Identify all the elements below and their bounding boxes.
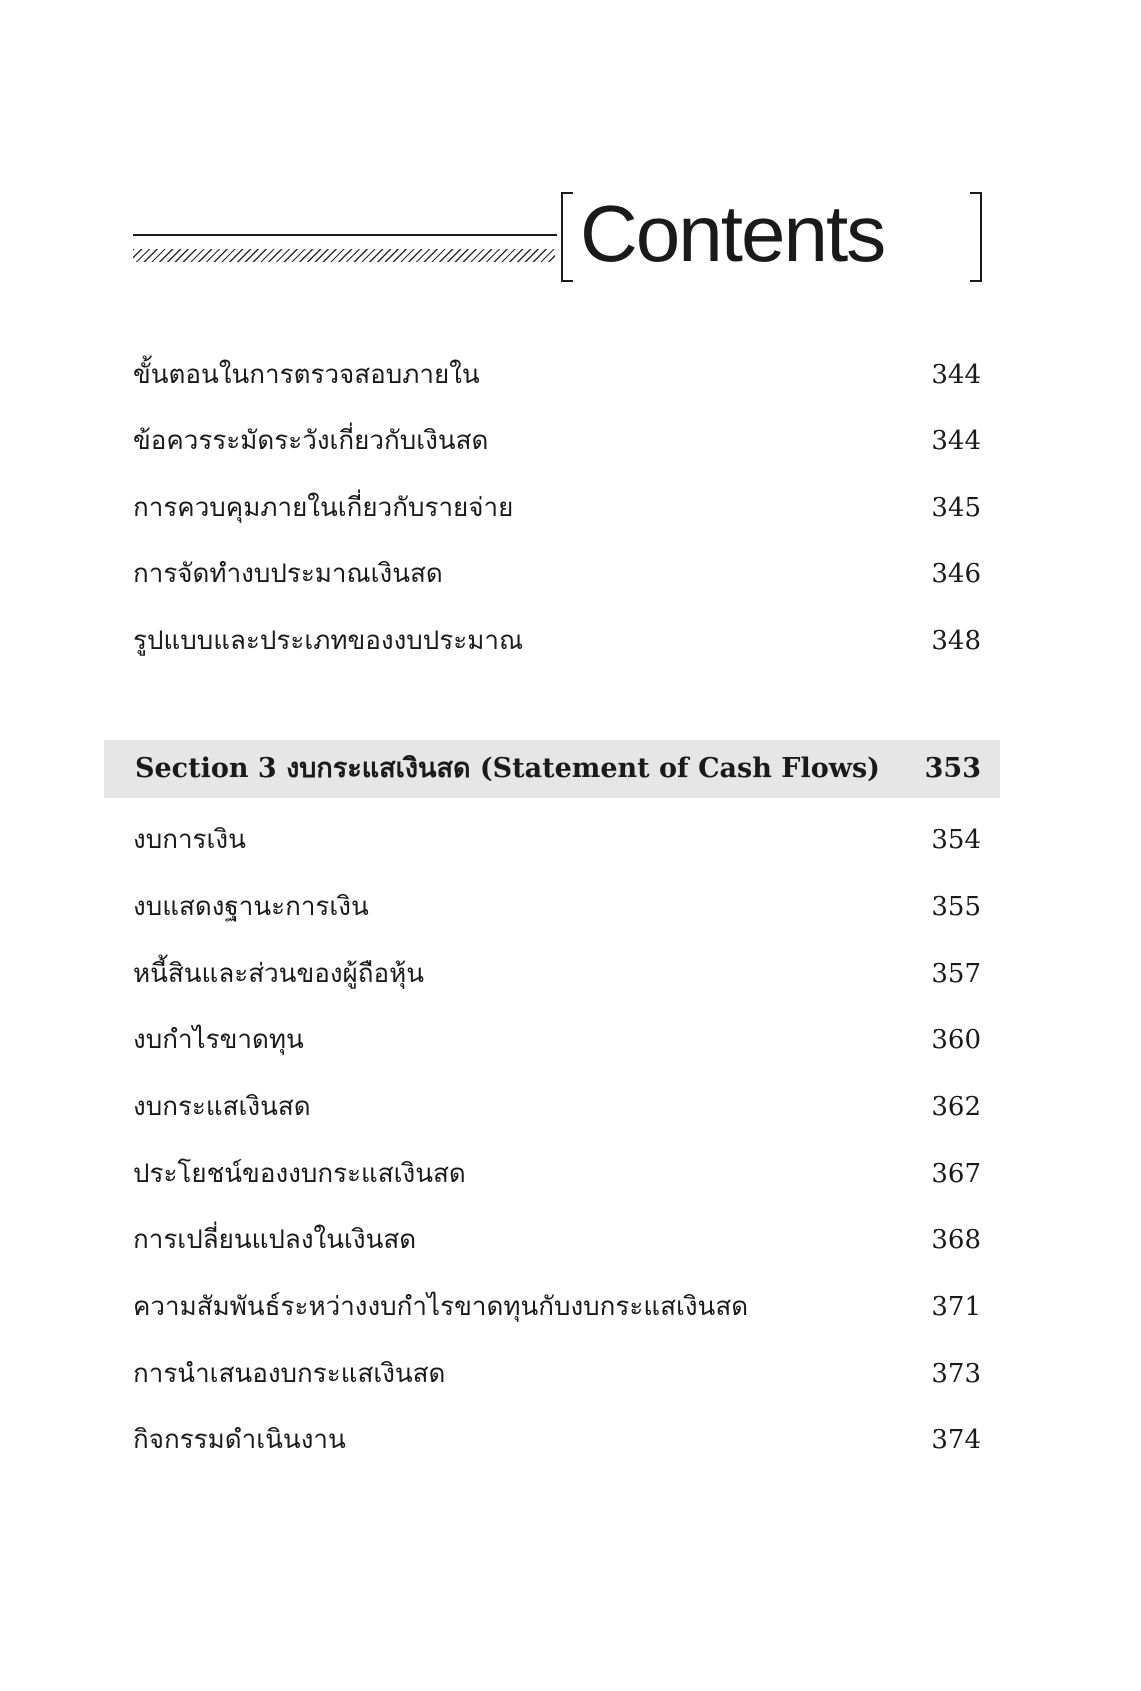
toc-entry[interactable] xyxy=(133,1016,981,1064)
section-title: Section 3 งบกระแสเงินสด (Statement of Cash Flows) xyxy=(135,753,880,784)
toc-entry-title: รูปแบบและประเภทของงบประมาณ xyxy=(133,626,524,656)
toc-entry-page: 346 xyxy=(931,559,981,589)
toc-entry-page: 373 xyxy=(931,1359,981,1389)
left-bracket xyxy=(561,192,573,282)
toc-entry-page: 354 xyxy=(931,825,981,855)
right-bracket xyxy=(970,192,982,282)
toc-entry[interactable] xyxy=(133,1083,981,1131)
header-rule xyxy=(133,234,557,236)
page-title: Contents xyxy=(580,189,885,278)
toc-entry[interactable] xyxy=(133,1283,981,1331)
toc-entry[interactable] xyxy=(133,1350,981,1398)
toc-entry-page: 344 xyxy=(931,426,981,456)
toc-entry-title: ความสัมพันธ์ระหว่างงบกำไรขาดทุนกับงบกระแสเงินสด xyxy=(133,1292,749,1322)
section-heading[interactable] xyxy=(135,744,981,794)
toc-entry-title: การนำเสนองบกระแสเงินสด xyxy=(133,1359,446,1389)
toc-entry-title: ประโยชน์ของงบกระแสเงินสด xyxy=(133,1159,466,1189)
toc-entry-page: 355 xyxy=(931,892,981,922)
toc-entry-page: 368 xyxy=(931,1225,981,1255)
toc-entry-page: 344 xyxy=(931,360,981,390)
toc-entry-page: 360 xyxy=(931,1025,981,1055)
toc-entry-title: ขั้นตอนในการตรวจสอบภายใน xyxy=(133,360,480,390)
toc-entry[interactable] xyxy=(133,1216,981,1264)
toc-entry[interactable] xyxy=(133,950,981,998)
toc-entry-page: 362 xyxy=(931,1092,981,1122)
toc-entry[interactable] xyxy=(133,417,981,465)
toc-entry[interactable] xyxy=(133,883,981,931)
toc-entry[interactable] xyxy=(133,550,981,598)
header-hatch-pattern xyxy=(133,249,555,262)
toc-entry-title: การควบคุมภายในเกี่ยวกับรายจ่าย xyxy=(133,493,514,523)
toc-entry-title: การจัดทำงบประมาณเงินสด xyxy=(133,559,443,589)
toc-entry-title: งบแสดงฐานะการเงิน xyxy=(133,892,369,922)
toc-entry[interactable] xyxy=(133,484,981,532)
toc-entry[interactable] xyxy=(133,1416,981,1464)
toc-entry-page: 367 xyxy=(931,1159,981,1189)
toc-entry-page: 374 xyxy=(931,1425,981,1455)
toc-entry-title: หนี้สินและส่วนของผู้ถือหุ้น xyxy=(133,959,425,989)
toc-entry[interactable] xyxy=(133,1150,981,1198)
toc-entry-title: กิจกรรมดำเนินงาน xyxy=(133,1425,346,1455)
toc-entry[interactable] xyxy=(133,351,981,399)
toc-entry[interactable] xyxy=(133,617,981,665)
toc-entry-page: 371 xyxy=(931,1292,981,1322)
toc-entry-page: 348 xyxy=(931,626,981,656)
toc-entry-page: 345 xyxy=(931,493,981,523)
toc-entry-title: งบกระแสเงินสด xyxy=(133,1092,311,1122)
toc-entry-page: 357 xyxy=(931,959,981,989)
toc-entry-title: การเปลี่ยนแปลงในเงินสด xyxy=(133,1225,417,1255)
toc-entry-title: ข้อควรระมัดระวังเกี่ยวกับเงินสด xyxy=(133,426,489,456)
section-page: 353 xyxy=(924,753,981,784)
toc-entry-title: งบกำไรขาดทุน xyxy=(133,1025,304,1055)
toc-entry-title: งบการเงิน xyxy=(133,825,246,855)
toc-entry[interactable] xyxy=(133,816,981,864)
